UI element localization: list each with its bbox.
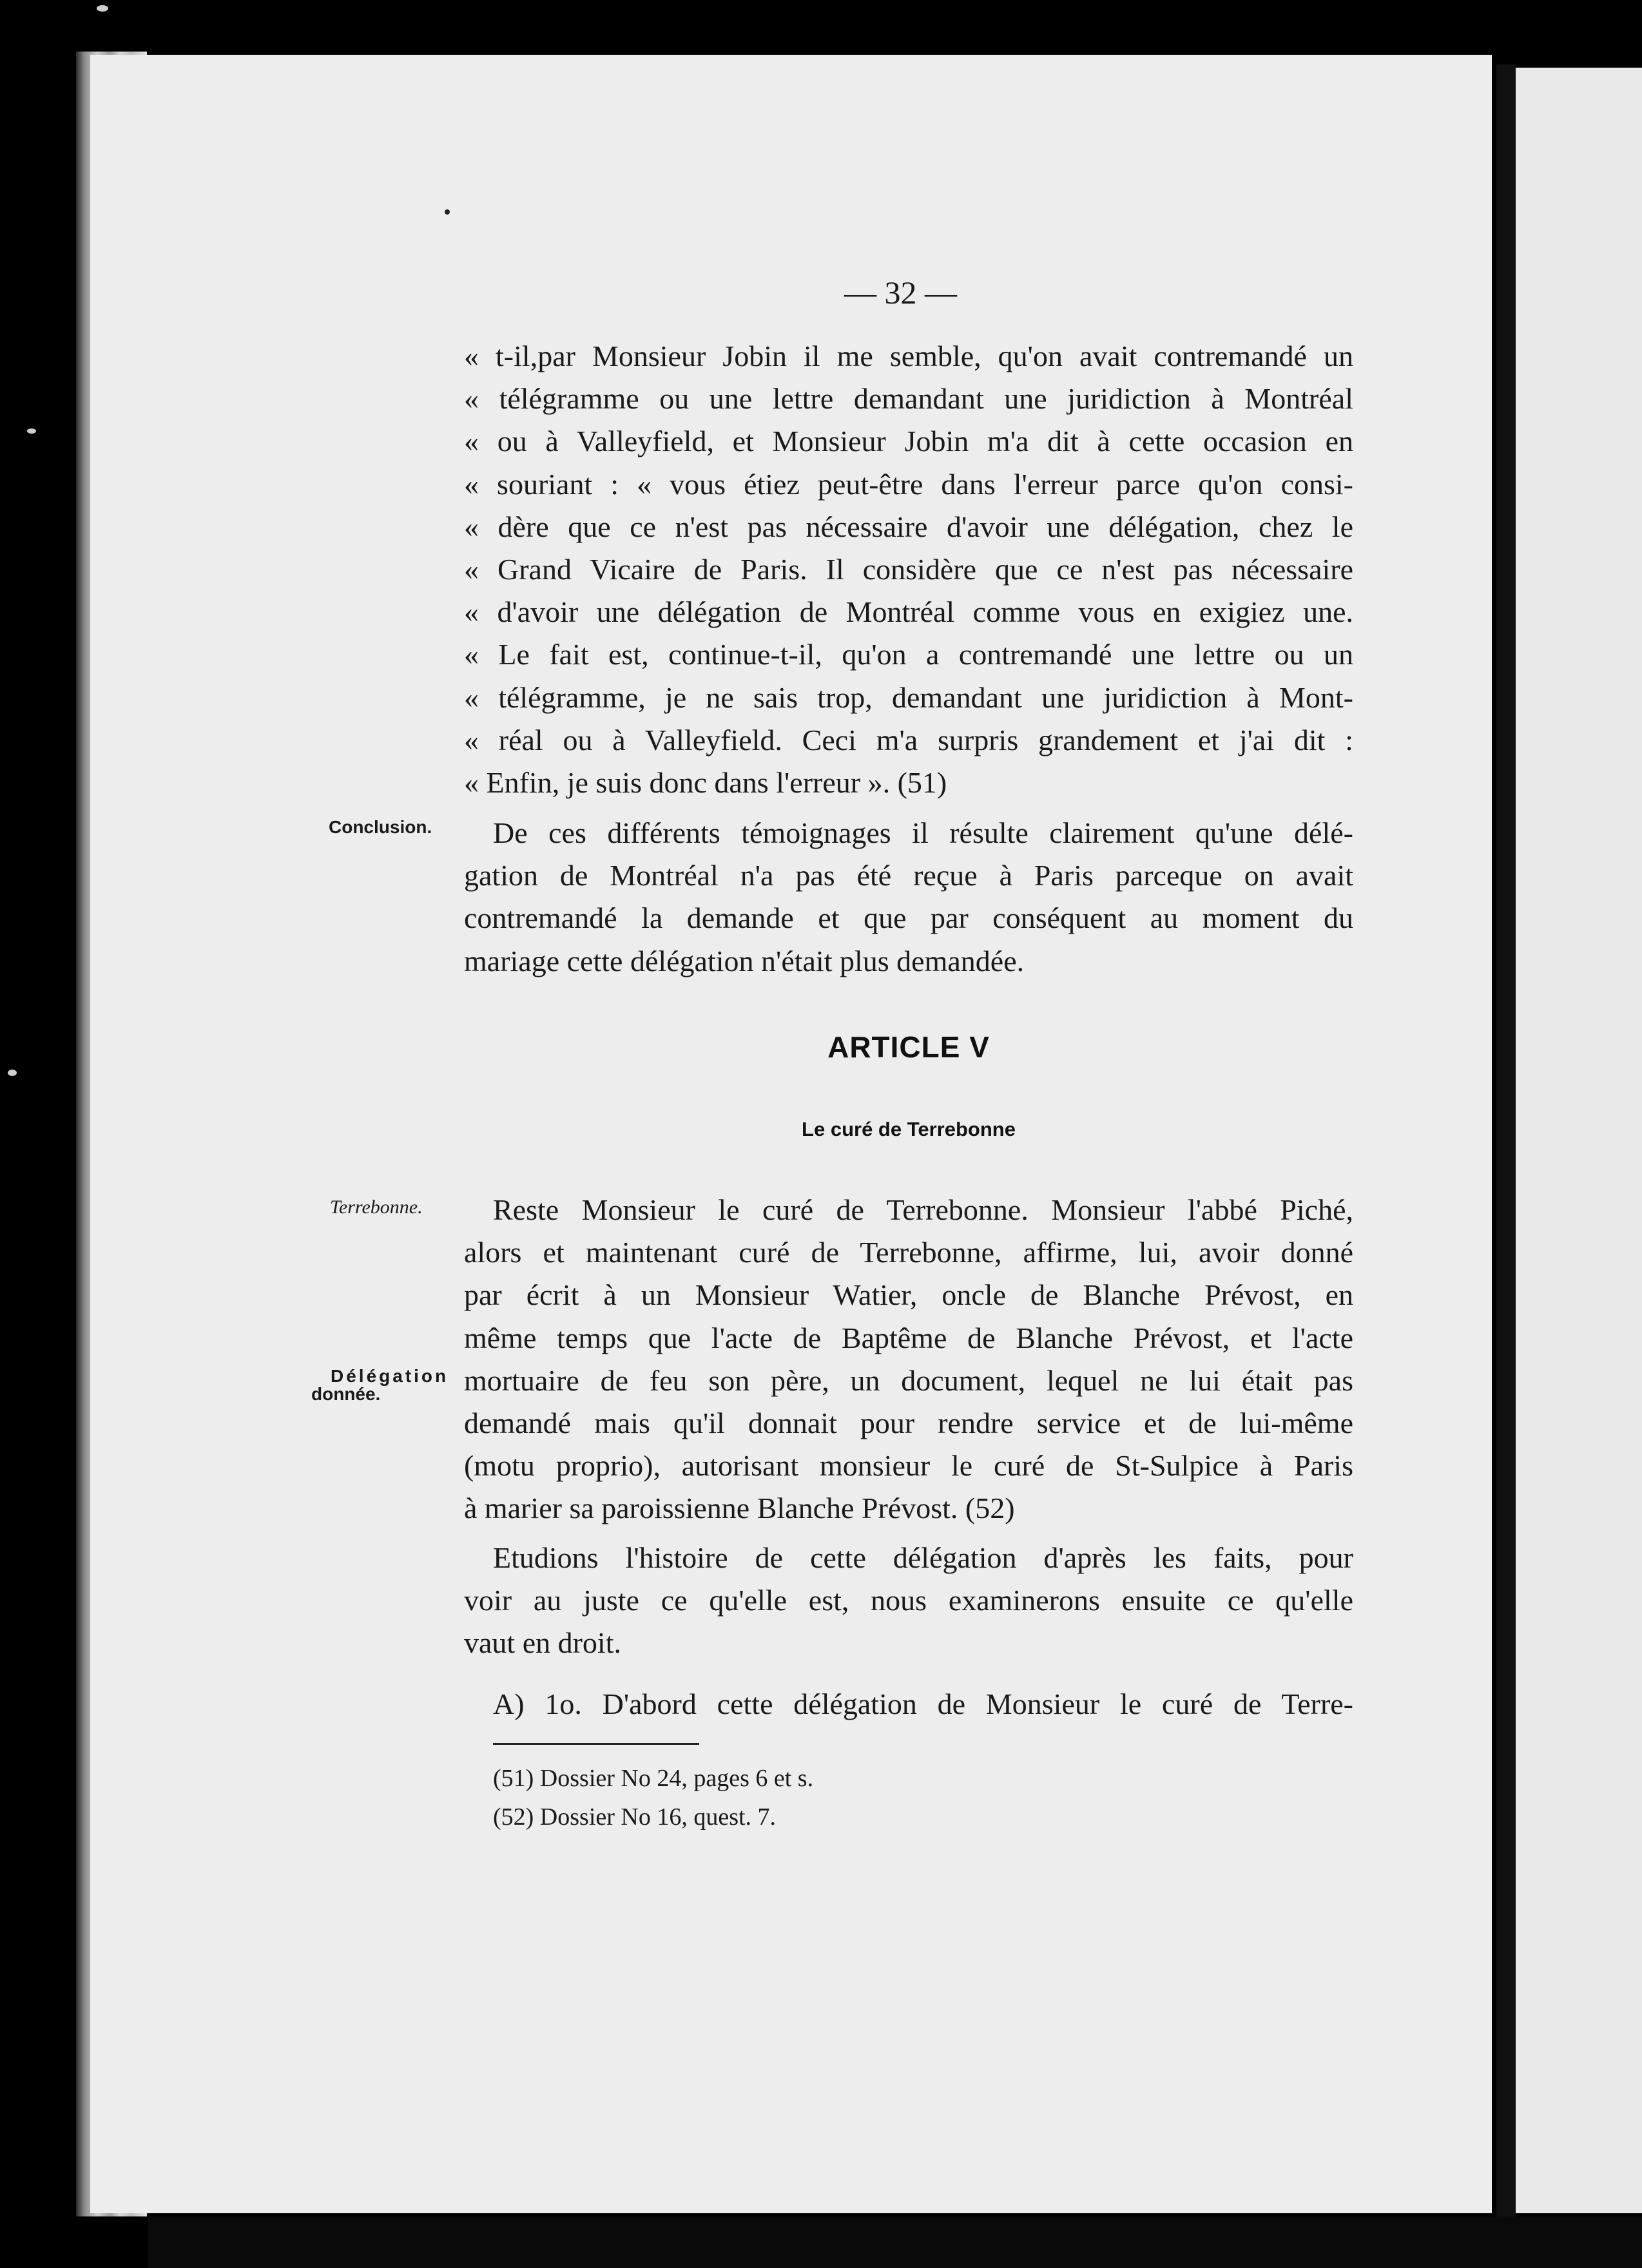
footnote-51: (51) Dossier No 24, pages 6 et s.: [493, 1765, 814, 1792]
margin-note-donnee: donnée.: [311, 1384, 381, 1404]
text-line: A) 1o. D'abord cette délégation de Monsieur le curé de Terre-: [493, 1687, 1353, 1720]
margin-note-conclusion: Conclusion.: [329, 817, 432, 837]
text-line: « télégramme ou une lettre demandant une juridiction à Montréal: [464, 382, 1353, 416]
footnote-52: (52) Dossier No 16, quest. 7.: [493, 1803, 777, 1831]
text-line: même temps que l'acte de Baptême de Blanche Prévost, et l'acte: [464, 1321, 1353, 1354]
scan-speck: [27, 428, 36, 434]
text-line: voir au juste ce qu'elle est, nous examinerons ensuite ce qu'elle: [464, 1584, 1353, 1617]
conclusion-paragraph: [464, 812, 1353, 983]
text-line: « d'avoir une délégation de Montréal comme vous en exigiez une.: [464, 595, 1353, 629]
a-paragraph: [464, 1683, 1353, 1725]
text-line: gation de Montréal n'a pas été reçue à Paris parceque on avait: [464, 859, 1353, 892]
text-line: « télégramme, je ne sais trop, demandant une juridiction à Mont-: [464, 680, 1353, 714]
text-line: mariage cette délégation n'était plus demandée.: [464, 944, 1025, 977]
text-line: par écrit à un Monsieur Watier, oncle de Blanche Prévost, en: [464, 1278, 1353, 1312]
text-line: « t-il,par Monsieur Jobin il me semble, qu'on avait contremandé un: [464, 340, 1353, 372]
margin-note-delegation: Délégation: [331, 1366, 449, 1386]
text-line: « ou à Valleyfield, et Monsieur Jobin m'a dit à cette occasion en: [464, 425, 1353, 458]
article-heading: ARTICLE V: [827, 1030, 990, 1064]
etudions-paragraph: [464, 1537, 1353, 1665]
text-line: « dère que ce n'est pas nécessaire d'avoir une délégation, chez le: [464, 510, 1353, 543]
scan-border-bottom: [148, 2216, 1642, 2268]
text-line: (motu proprio), autorisant monsieur le curé de St-Sulpice à Paris: [464, 1449, 1353, 1483]
text-line: Reste Monsieur le curé de Terrebonne. Monsieur l'abbé Piché,: [493, 1193, 1353, 1226]
footnote-rule: [493, 1743, 699, 1745]
text-line: demandé mais qu'il donnait pour rendre service et de lui-même: [464, 1407, 1353, 1440]
page-number: — 32 —: [844, 274, 957, 311]
text-line: mortuaire de feu son père, un document, lequel ne lui était pas: [464, 1363, 1353, 1397]
text-line: alors et maintenant curé de Terrebonne, affirme, lui, avoir donné: [464, 1236, 1353, 1269]
text-line: Etudions l'histoire de cette délégation d'après les faits, pour: [493, 1541, 1353, 1574]
text-line: « réal ou à Valleyfield. Ceci m'a surpris grandement et j'ai dit :: [464, 723, 1353, 756]
adjacent-page-edge: [1516, 68, 1642, 2213]
text-line: « Enfin, je suis donc dans l'erreur ». (51): [464, 766, 947, 800]
ink-speck: [445, 209, 450, 215]
text-line: à marier sa paroissienne Blanche Prévost. (52): [464, 1492, 1015, 1525]
text-line: « Grand Vicaire de Paris. Il considère que ce n'est pas nécessaire: [464, 553, 1353, 586]
quote-paragraph: [464, 335, 1353, 804]
scan-speck: [8, 1070, 17, 1076]
text-line: « Le fait est, continue-t-il, qu'on a contremandé une lettre ou un: [464, 638, 1353, 671]
article-subtitle: Le curé de Terrebonne: [802, 1118, 1016, 1140]
book-gutter: [1496, 64, 1516, 2216]
margin-note-terrebonne: Terrebonne.: [330, 1196, 423, 1218]
text-line: De ces différents témoignages il résulte clairement qu'une délé-: [493, 816, 1353, 849]
text-line: vaut en droit.: [464, 1626, 621, 1660]
text-line: contremandé la demande et que par conséquent au moment du: [464, 901, 1353, 935]
text-line: « souriant : « vous étiez peut-être dans l'erreur parce qu'on consi-: [464, 467, 1353, 501]
scan-speck: [97, 5, 108, 12]
terrebonne-paragraph: [464, 1189, 1353, 1530]
